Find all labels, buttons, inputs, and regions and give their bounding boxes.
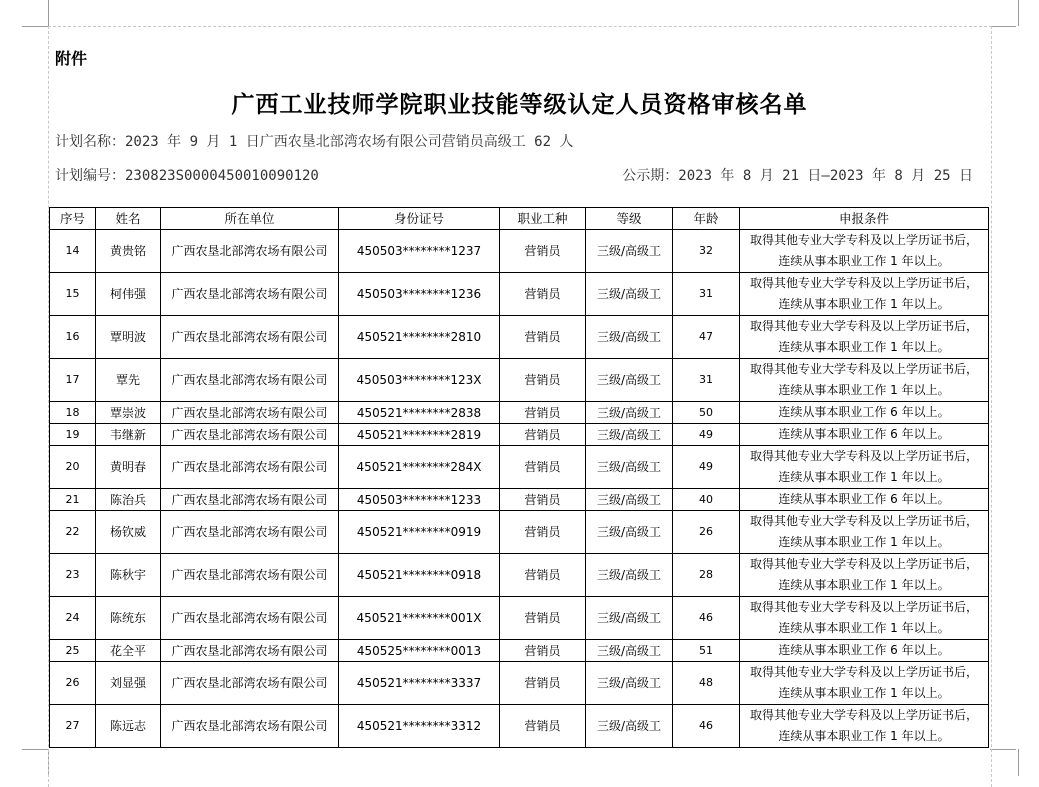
- cell-age: 46: [673, 705, 740, 748]
- cell-level: 三级/高级工: [586, 554, 673, 597]
- table-row: [50, 316, 989, 359]
- cell-condition: [740, 662, 989, 705]
- crop-mark: [22, 749, 48, 750]
- condition-line: 取得其他专业大学专科及以上学历证书后，: [749, 665, 978, 679]
- condition-line: 取得其他专业大学专科及以上学历证书后，: [749, 600, 978, 614]
- cell-condition: [740, 424, 989, 446]
- condition-line: 取得其他专业大学专科及以上学历证书后，: [749, 557, 978, 571]
- cell-level: 三级/高级工: [586, 273, 673, 316]
- cell-level: 三级/高级工: [586, 705, 673, 748]
- cell-condition: [740, 359, 989, 402]
- cell-unit: 广西农垦北部湾农场有限公司: [161, 705, 339, 748]
- col-header-condition: 申报条件: [740, 208, 989, 230]
- cell-no: 18: [50, 402, 96, 424]
- cell-unit: 广西农垦北部湾农场有限公司: [161, 554, 339, 597]
- condition-line: 取得其他专业大学专科及以上学历证书后，: [749, 449, 978, 463]
- cell-id: 450503********1236: [339, 273, 500, 316]
- cell-id: 450521********284X: [339, 446, 500, 489]
- cell-no: 27: [50, 705, 96, 748]
- cell-id: 450521********3312: [339, 705, 500, 748]
- cell-age: 49: [673, 446, 740, 489]
- qualification-table: [49, 207, 989, 748]
- cell-name: 陈治兵: [96, 489, 161, 511]
- condition-line: 连续从事本职业工作 6 年以上。: [778, 492, 950, 506]
- cell-level: 三级/高级工: [586, 230, 673, 273]
- cell-level: 三级/高级工: [586, 424, 673, 446]
- cell-name: 黄明春: [96, 446, 161, 489]
- cell-no: 26: [50, 662, 96, 705]
- cell-age: 26: [673, 511, 740, 554]
- cell-id: 450521********0919: [339, 511, 500, 554]
- condition-line: 连续从事本职业工作 1 年以上。: [778, 578, 950, 592]
- plan-code: 计划编号：230823S0000450010090120: [55, 168, 319, 184]
- crop-mark: [990, 26, 1016, 27]
- cell-name: 花全平: [96, 640, 161, 662]
- cell-job: 营销员: [500, 597, 586, 640]
- condition-line: 连续从事本职业工作 6 年以上。: [778, 427, 950, 441]
- condition-line: 连续从事本职业工作 1 年以上。: [778, 470, 950, 484]
- condition-line: 连续从事本职业工作 1 年以上。: [778, 729, 950, 743]
- cell-job: 营销员: [500, 662, 586, 705]
- cell-age: 51: [673, 640, 740, 662]
- cell-no: 17: [50, 359, 96, 402]
- condition-line: 取得其他专业大学专科及以上学历证书后，: [749, 362, 978, 376]
- cell-job: 营销员: [500, 705, 586, 748]
- cell-unit: 广西农垦北部湾农场有限公司: [161, 402, 339, 424]
- cell-age: 48: [673, 662, 740, 705]
- table-row: [50, 273, 989, 316]
- table-row: [50, 554, 989, 597]
- cell-age: 31: [673, 273, 740, 316]
- col-header-name: 姓名: [96, 208, 161, 230]
- cell-condition: [740, 402, 989, 424]
- cell-job: 营销员: [500, 640, 586, 662]
- cell-level: 三级/高级工: [586, 640, 673, 662]
- condition-line: 连续从事本职业工作 1 年以上。: [778, 686, 950, 700]
- cell-level: 三级/高级工: [586, 662, 673, 705]
- table-header-row: [50, 208, 989, 230]
- cell-no: 15: [50, 273, 96, 316]
- condition-line: 取得其他专业大学专科及以上学历证书后，: [749, 708, 978, 722]
- cell-level: 三级/高级工: [586, 402, 673, 424]
- notice-period: 公示期：2023 年 8 月 21 日—2023 年 8 月 25 日: [622, 168, 973, 184]
- condition-line: 连续从事本职业工作 1 年以上。: [778, 621, 950, 635]
- cell-name: 韦继新: [96, 424, 161, 446]
- cell-condition: [740, 640, 989, 662]
- cell-job: 营销员: [500, 316, 586, 359]
- table-row: [50, 230, 989, 273]
- cell-name: 覃明波: [96, 316, 161, 359]
- cell-name: 黄贵铭: [96, 230, 161, 273]
- cell-unit: 广西农垦北部湾农场有限公司: [161, 359, 339, 402]
- condition-line: 连续从事本职业工作 1 年以上。: [778, 383, 950, 397]
- table-body: [50, 230, 989, 748]
- condition-line: 连续从事本职业工作 1 年以上。: [778, 297, 950, 311]
- cell-job: 营销员: [500, 446, 586, 489]
- cell-unit: 广西农垦北部湾农场有限公司: [161, 662, 339, 705]
- cell-unit: 广西农垦北部湾农场有限公司: [161, 511, 339, 554]
- col-header-no: 序号: [50, 208, 96, 230]
- condition-line: 取得其他专业大学专科及以上学历证书后，: [749, 233, 978, 247]
- table-row: [50, 424, 989, 446]
- cell-age: 50: [673, 402, 740, 424]
- cell-condition: [740, 273, 989, 316]
- cell-job: 营销员: [500, 489, 586, 511]
- cell-no: 20: [50, 446, 96, 489]
- cell-level: 三级/高级工: [586, 489, 673, 511]
- crop-mark: [48, 0, 49, 26]
- table-row: [50, 662, 989, 705]
- cell-job: 营销员: [500, 359, 586, 402]
- col-header-unit: 所在单位: [161, 208, 339, 230]
- cell-id: 450503********1233: [339, 489, 500, 511]
- col-header-id: 身份证号: [339, 208, 500, 230]
- cell-no: 24: [50, 597, 96, 640]
- cell-condition: [740, 489, 989, 511]
- cell-id: 450521********2810: [339, 316, 500, 359]
- cell-name: 覃崇波: [96, 402, 161, 424]
- table-row: [50, 597, 989, 640]
- cell-job: 营销员: [500, 424, 586, 446]
- cell-level: 三级/高级工: [586, 359, 673, 402]
- cell-age: 46: [673, 597, 740, 640]
- cell-level: 三级/高级工: [586, 511, 673, 554]
- condition-line: 连续从事本职业工作 6 年以上。: [778, 405, 950, 419]
- condition-line: 连续从事本职业工作 1 年以上。: [778, 254, 950, 268]
- cell-name: 陈统东: [96, 597, 161, 640]
- cell-name: 刘显强: [96, 662, 161, 705]
- cell-id: 450521********001X: [339, 597, 500, 640]
- cell-no: 16: [50, 316, 96, 359]
- cell-age: 28: [673, 554, 740, 597]
- table-row: [50, 640, 989, 662]
- cell-unit: 广西农垦北部湾农场有限公司: [161, 446, 339, 489]
- cell-job: 营销员: [500, 554, 586, 597]
- cell-name: 杨钦威: [96, 511, 161, 554]
- cell-unit: 广西农垦北部湾农场有限公司: [161, 424, 339, 446]
- crop-mark: [22, 26, 48, 27]
- cell-condition: [740, 316, 989, 359]
- crop-mark: [1018, 0, 1019, 26]
- cell-unit: 广西农垦北部湾农场有限公司: [161, 597, 339, 640]
- cell-job: 营销员: [500, 230, 586, 273]
- cell-level: 三级/高级工: [586, 597, 673, 640]
- cell-unit: 广西农垦北部湾农场有限公司: [161, 489, 339, 511]
- table-row: [50, 489, 989, 511]
- cell-level: 三级/高级工: [586, 446, 673, 489]
- cell-unit: 广西农垦北部湾农场有限公司: [161, 316, 339, 359]
- crop-mark: [1018, 749, 1019, 776]
- cell-no: 21: [50, 489, 96, 511]
- plan-name: 计划名称：2023 年 9 月 1 日广西农垦北部湾农场有限公司营销员高级工 62 人: [55, 134, 574, 150]
- col-header-job: 职业工种: [500, 208, 586, 230]
- cell-name: 陈秋宇: [96, 554, 161, 597]
- condition-line: 取得其他专业大学专科及以上学历证书后，: [749, 276, 978, 290]
- table-row: [50, 705, 989, 748]
- cell-condition: [740, 511, 989, 554]
- cell-no: 25: [50, 640, 96, 662]
- cell-id: 450521********0918: [339, 554, 500, 597]
- table-row: [50, 359, 989, 402]
- cell-condition: [740, 597, 989, 640]
- cell-id: 450503********123X: [339, 359, 500, 402]
- cell-no: 19: [50, 424, 96, 446]
- cell-age: 31: [673, 359, 740, 402]
- condition-line: 连续从事本职业工作 1 年以上。: [778, 340, 950, 354]
- cell-no: 23: [50, 554, 96, 597]
- cell-id: 450503********1237: [339, 230, 500, 273]
- cell-condition: [740, 705, 989, 748]
- cell-condition: [740, 446, 989, 489]
- cell-level: 三级/高级工: [586, 316, 673, 359]
- document-title: 广西工业技师学院职业技能等级认定人员资格审核名单: [231, 91, 808, 118]
- col-header-level: 等级: [586, 208, 673, 230]
- crop-mark: [990, 749, 1016, 750]
- cell-job: 营销员: [500, 273, 586, 316]
- cell-unit: 广西农垦北部湾农场有限公司: [161, 230, 339, 273]
- cell-unit: 广西农垦北部湾农场有限公司: [161, 640, 339, 662]
- cell-no: 14: [50, 230, 96, 273]
- condition-line: 连续从事本职业工作 1 年以上。: [778, 535, 950, 549]
- cell-name: 覃先: [96, 359, 161, 402]
- cell-no: 22: [50, 511, 96, 554]
- attachment-label: 附件: [55, 49, 88, 68]
- table-row: [50, 446, 989, 489]
- cell-condition: [740, 554, 989, 597]
- cell-id: 450521********2819: [339, 424, 500, 446]
- condition-line: 取得其他专业大学专科及以上学历证书后，: [749, 319, 978, 333]
- cell-unit: 广西农垦北部湾农场有限公司: [161, 273, 339, 316]
- cell-condition: [740, 230, 989, 273]
- cell-id: 450521********3337: [339, 662, 500, 705]
- table-row: [50, 402, 989, 424]
- cell-age: 47: [673, 316, 740, 359]
- cell-age: 40: [673, 489, 740, 511]
- cell-age: 49: [673, 424, 740, 446]
- cell-id: 450525********0013: [339, 640, 500, 662]
- cell-job: 营销员: [500, 402, 586, 424]
- condition-line: 取得其他专业大学专科及以上学历证书后，: [749, 514, 978, 528]
- condition-line: 连续从事本职业工作 6 年以上。: [778, 643, 950, 657]
- cell-name: 陈远志: [96, 705, 161, 748]
- cell-job: 营销员: [500, 511, 586, 554]
- col-header-age: 年龄: [673, 208, 740, 230]
- table-row: [50, 511, 989, 554]
- cell-id: 450521********2838: [339, 402, 500, 424]
- cell-name: 柯伟强: [96, 273, 161, 316]
- cell-age: 32: [673, 230, 740, 273]
